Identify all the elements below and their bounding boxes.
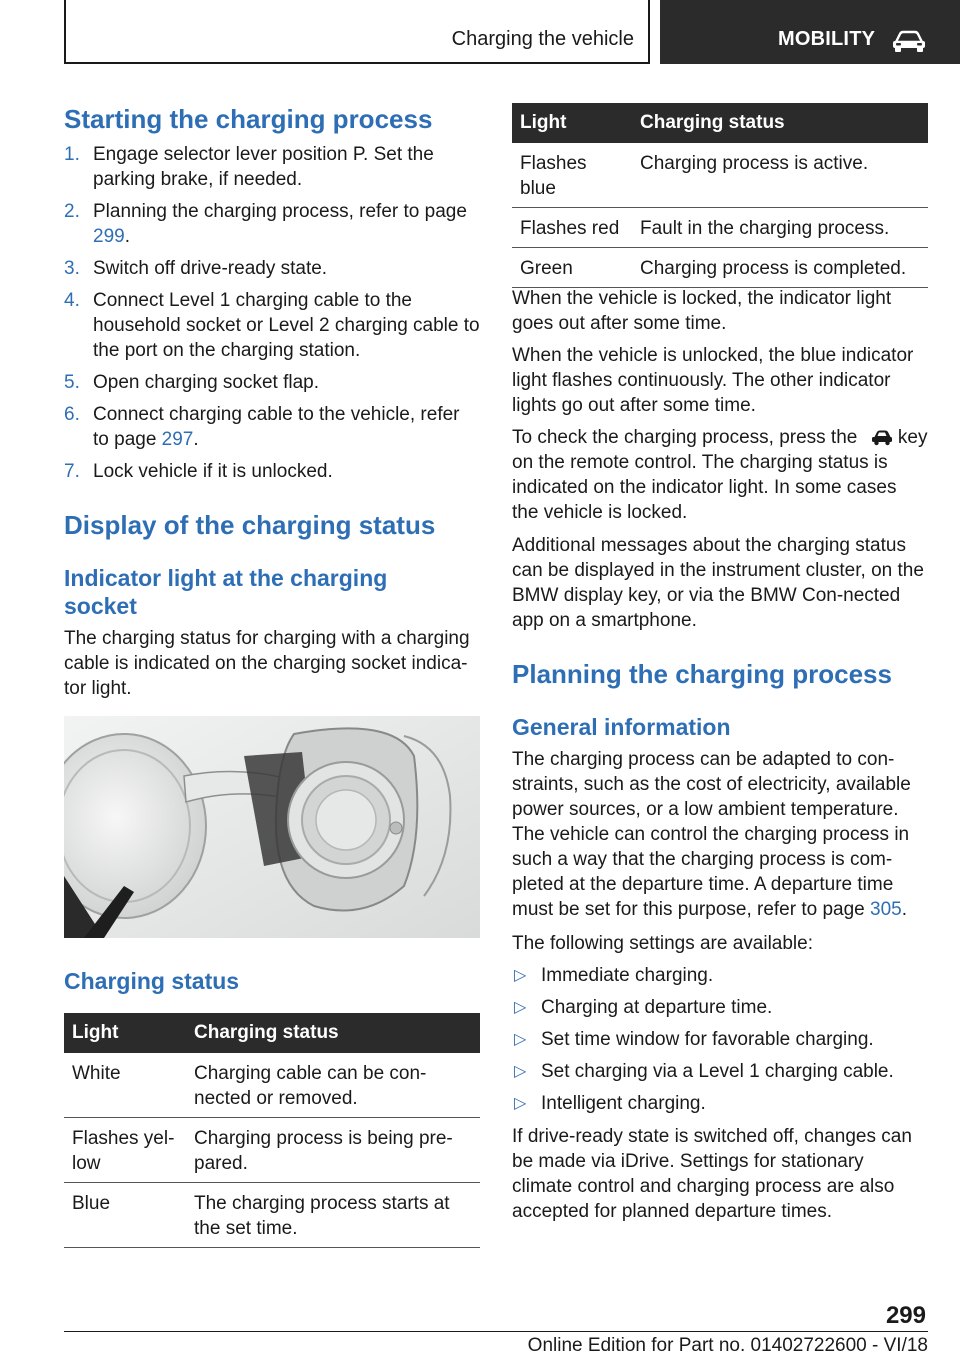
heading-general-information: General information [512, 714, 731, 740]
chapter-label: MOBILITY [778, 28, 876, 50]
table-header-row [512, 103, 928, 143]
step-number: 1. [64, 144, 80, 165]
column-header-status: Charging status [186, 1013, 480, 1053]
step-text: Engage selector lever position P. Set the parking brake, if needed. [93, 144, 434, 190]
step-number: 6. [64, 404, 80, 425]
charging-socket-illustration [64, 716, 480, 938]
cell-light: Flashes blue [512, 143, 632, 208]
table-row [512, 248, 928, 288]
step-number: 2. [64, 201, 80, 222]
indicator-text: The charging status for charging with a charging cable is indicated on the charging socket indica‐tor light. [64, 628, 470, 699]
settings-list [512, 963, 928, 1123]
edition-text: Online Edition for Part no. 01402722600 - VI/18 [527, 1335, 928, 1356]
cell-status: Charging process is active. [632, 143, 928, 208]
general-text: The charging process can be adapted to con‐straints, such as the cost of electricity, available power sources, or a low ambient temperature. The vehicle can control the charging process in such a way that the charging process is com‐pleted at the departure time. A departure time must be set for this purpose, refer to page [512, 749, 911, 920]
bullet-text: Set charging via a Level 1 charging cable. [541, 1061, 894, 1082]
paragraph-check [512, 425, 928, 525]
cell-light: Flashes yel‐low [64, 1118, 186, 1183]
paragraph-additional: Additional messages about the charging status can be displayed in the instrument cluster, on the BMW display key, or via the BMW Con‐nected app on a smartphone. [512, 535, 924, 631]
triangle-bullet-icon: ▷ [514, 1031, 527, 1048]
bullet-text: Set time window for favorable charging. [541, 1029, 874, 1050]
paragraph-general [512, 747, 928, 922]
column-header-status: Charging status [632, 103, 928, 143]
cell-status: Fault in the charging process. [632, 208, 928, 248]
triangle-bullet-icon: ▷ [514, 1095, 527, 1112]
triangle-bullet-icon: ▷ [514, 967, 527, 984]
step-text: Connect charging cable to the vehicle, refer to page [93, 404, 460, 450]
table-header-row [64, 1013, 480, 1053]
paragraph-unlocked: When the vehicle is unlocked, the blue indicator light flashes continuously. The other indicator lights go out after some time. [512, 345, 914, 416]
cell-status: Charging process is completed. [632, 248, 928, 288]
step-text: Open charging socket flap. [93, 372, 320, 393]
check-text-end: key on the remote control. The charging status is indicated on the indicator light. In some cases the vehicle is locked. [512, 427, 928, 523]
list-item [64, 459, 480, 484]
bullet-text: Intelligent charging. [541, 1093, 706, 1114]
page-link[interactable]: 305 [870, 899, 902, 920]
header-bottom-rule [64, 62, 650, 64]
heading-indicator-light: Indicator light at the charging socket [64, 565, 388, 619]
step-text-end: . [193, 429, 199, 450]
step-text: Connect Level 1 charging cable to the household socket or Level 2 charging cable to the port on the charging station. [93, 290, 480, 361]
steps-list [64, 142, 480, 491]
page-link[interactable]: 297 [161, 429, 194, 450]
table-row [64, 1183, 480, 1248]
list-item [64, 370, 480, 395]
heading-display-status: Display of the charging status [64, 510, 436, 540]
car-key-icon [871, 428, 893, 446]
list-item [64, 288, 480, 363]
step-number: 5. [64, 372, 80, 393]
table-row [64, 1118, 480, 1183]
header-left-rule [64, 0, 66, 64]
check-text-start: To check the charging process, press the [512, 427, 858, 448]
table-row [512, 208, 928, 248]
footer-rule [64, 1331, 928, 1332]
cell-light: Green [512, 248, 632, 288]
section-title: Charging the vehicle [451, 28, 634, 50]
cell-status: The charging process starts at the set time. [186, 1183, 480, 1248]
page-number: 299 [885, 1302, 926, 1329]
list-item [64, 142, 480, 192]
chapter-tab [660, 0, 960, 64]
bullet-text: Immediate charging. [541, 965, 714, 986]
header-separator [648, 0, 650, 64]
paragraph-settings: The following settings are available: [512, 933, 814, 954]
column-header-light: Light [512, 103, 632, 143]
list-item [64, 402, 480, 452]
general-text-end: . [901, 899, 908, 920]
triangle-bullet-icon: ▷ [514, 999, 527, 1016]
table-row [64, 1053, 480, 1118]
cell-light: Blue [64, 1183, 186, 1248]
step-number: 4. [64, 290, 80, 311]
cell-status: Charging cable can be con‐nected or removed. [186, 1053, 480, 1118]
cell-light: Flashes red [512, 208, 632, 248]
list-item [512, 1027, 928, 1052]
step-number: 3. [64, 258, 80, 279]
cell-status: Charging process is being pre‐pared. [186, 1118, 480, 1183]
status-table-1 [64, 1013, 480, 1248]
bullet-text: Charging at departure time. [541, 997, 773, 1018]
charging-socket-image [64, 716, 480, 938]
heading-starting-charging: Starting the charging process [64, 104, 433, 134]
table-row [512, 143, 928, 208]
paragraph-drive-ready: If drive-ready state is switched off, changes can be made via iDrive. Settings for stationary climate control and charging process are also accepted for planned departure times. [512, 1126, 912, 1222]
step-text: Switch off drive-ready state. [93, 258, 328, 279]
column-header-light: Light [64, 1013, 186, 1053]
status-table-2 [512, 103, 928, 288]
list-item [64, 199, 480, 249]
list-item [512, 1091, 928, 1116]
step-text: Planning the charging process, refer to page [93, 201, 467, 222]
car-icon [892, 30, 926, 52]
list-item [512, 963, 928, 988]
cell-light: White [64, 1053, 186, 1118]
heading-charging-status: Charging status [64, 968, 240, 994]
step-text: Lock vehicle if it is unlocked. [93, 461, 333, 482]
step-text-end: . [124, 226, 130, 247]
heading-planning: Planning the charging process [512, 659, 892, 689]
paragraph-locked: When the vehicle is locked, the indicator light goes out after some time. [512, 288, 892, 334]
page-link[interactable]: 299 [93, 226, 125, 247]
list-item [64, 256, 480, 281]
step-number: 7. [64, 461, 80, 482]
list-item [512, 1059, 928, 1084]
triangle-bullet-icon: ▷ [514, 1063, 527, 1080]
list-item [512, 995, 928, 1020]
